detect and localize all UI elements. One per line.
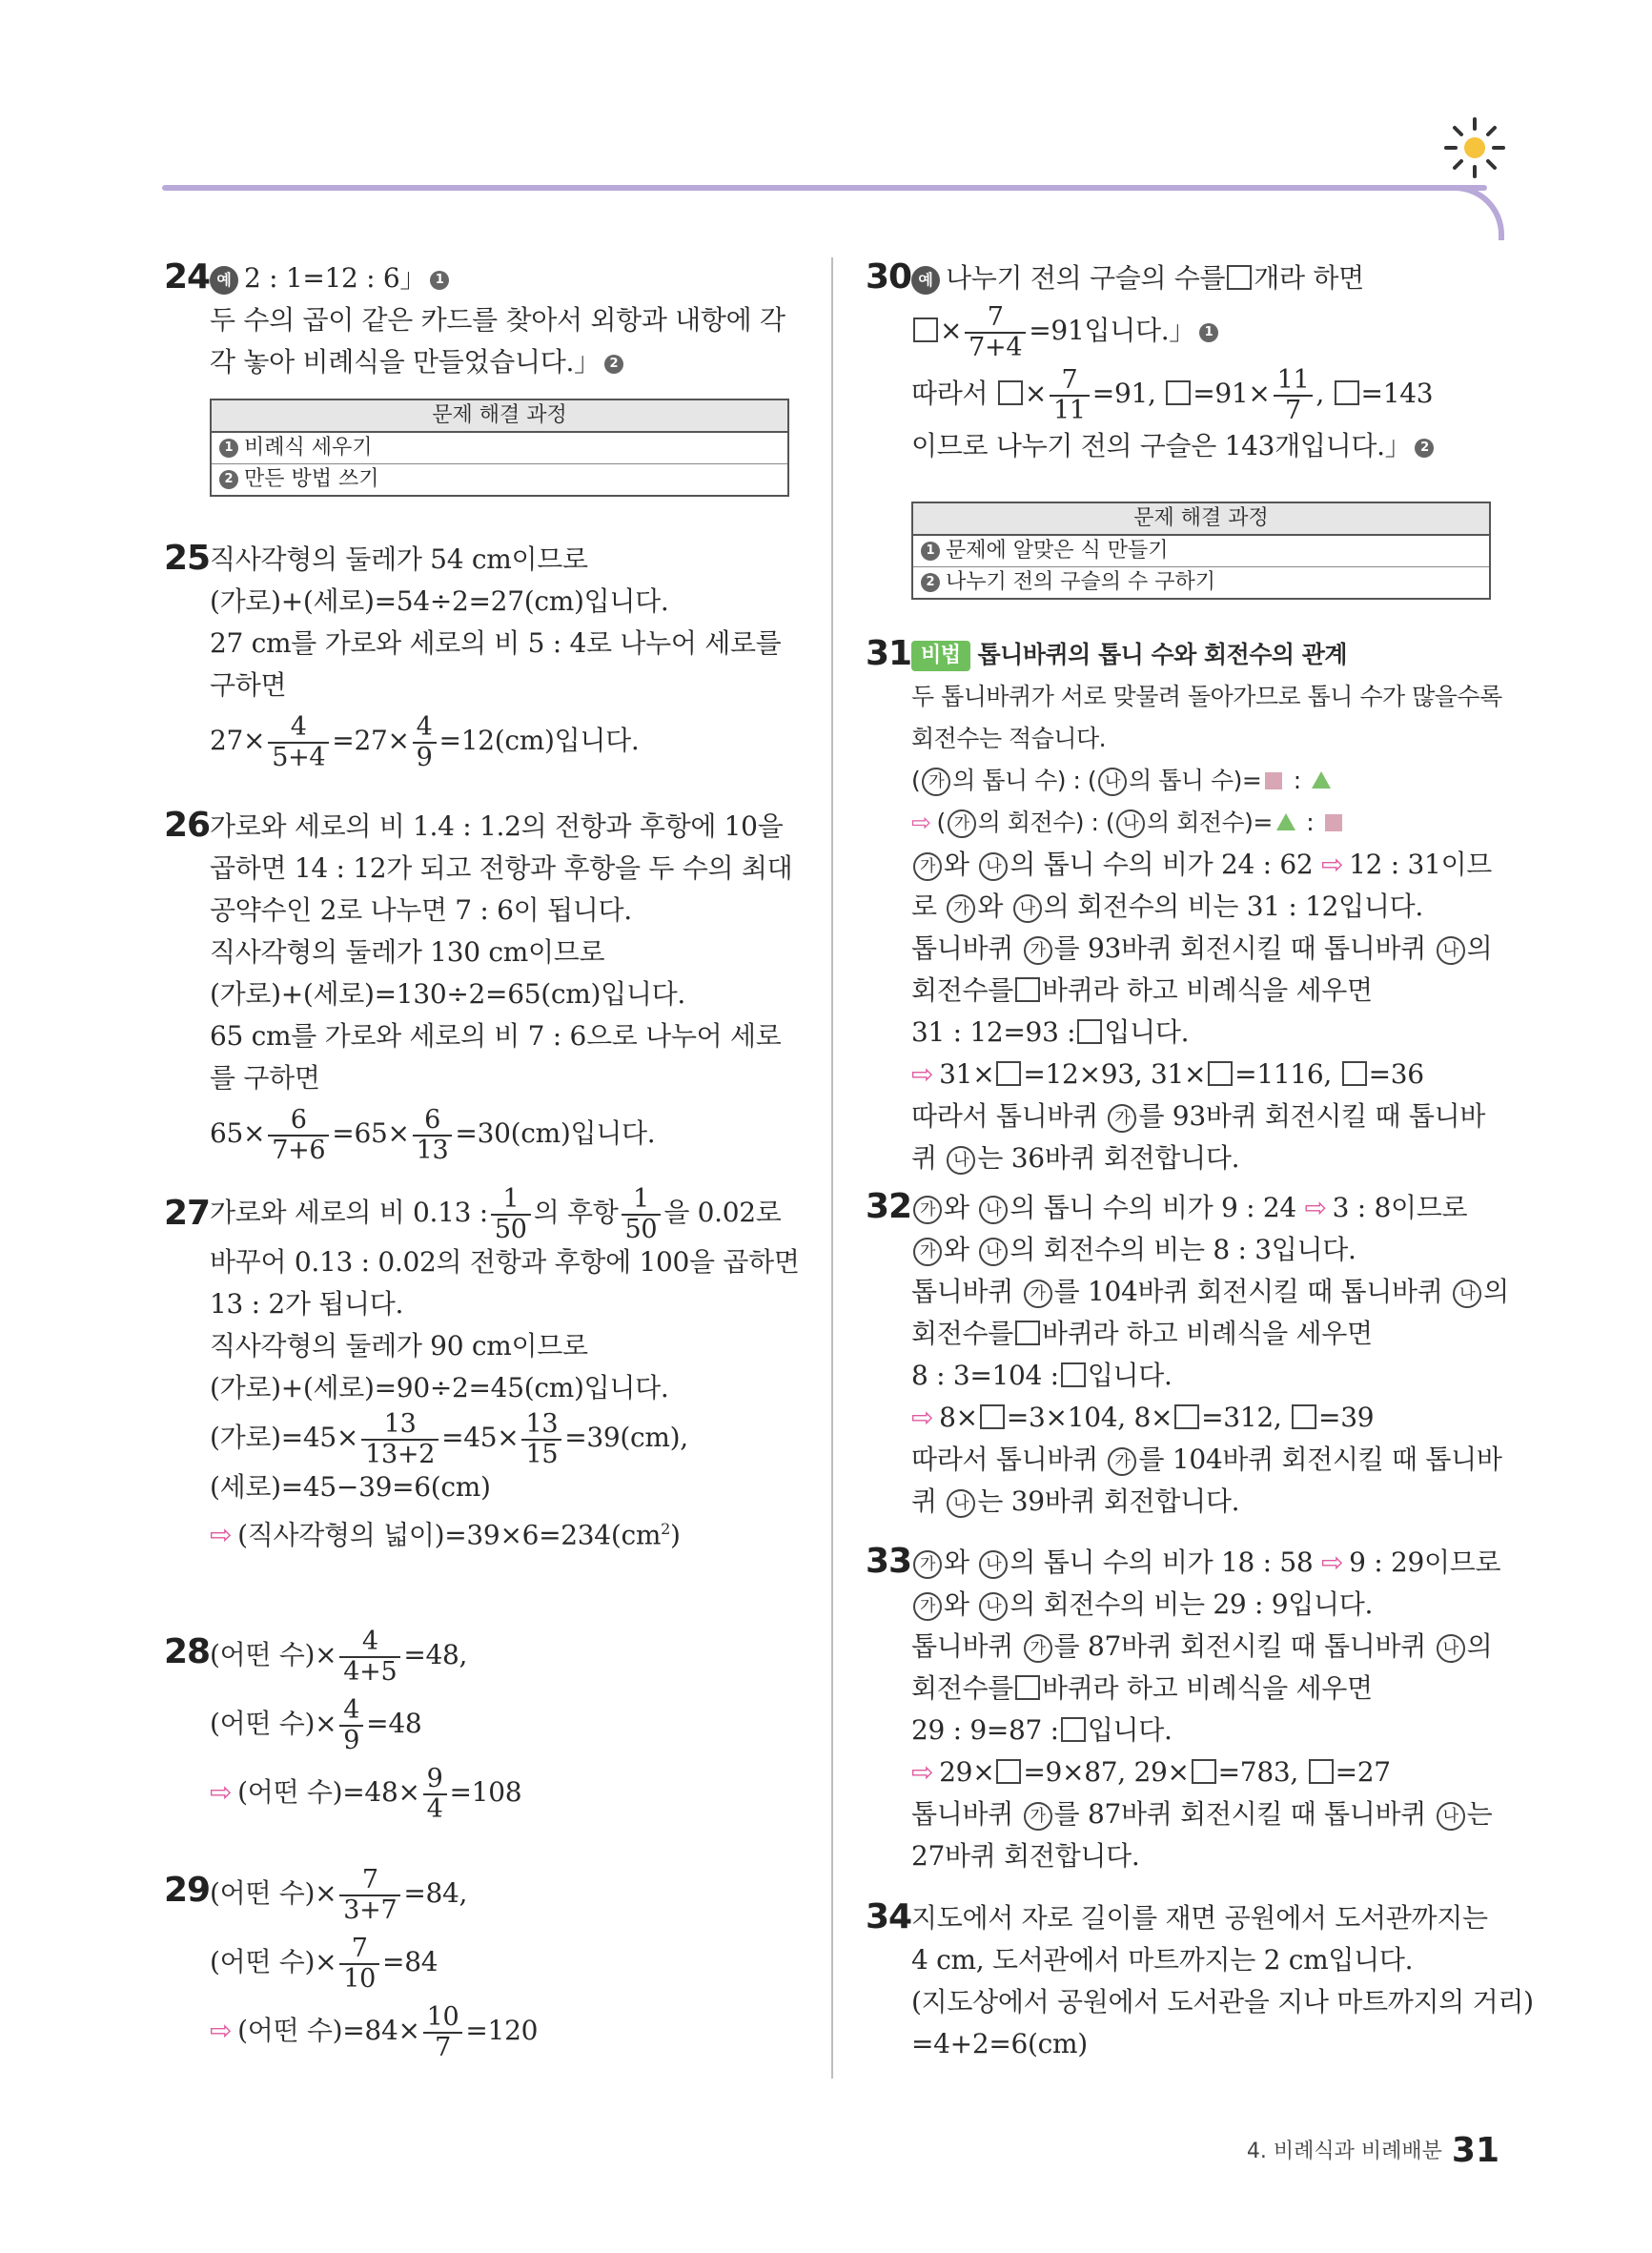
blank-box [996, 1061, 1021, 1086]
arrow-icon: ⇨ [1321, 849, 1344, 880]
answer-text: 두 수의 곱이 같은 카드를 찾아서 외항과 내항에 각 [210, 304, 785, 336]
answer-text: 직사각형의 둘레가 54 cm이므로 [210, 543, 588, 575]
answer-text: 직사각형의 둘레가 90 cm이므로 [210, 1330, 588, 1362]
step-1-icon: 1 [1199, 323, 1218, 342]
answer-text: 27바퀴 회전합니다. [911, 1840, 1140, 1872]
step-2-icon: 2 [921, 573, 940, 592]
circled-na: 나 [979, 1550, 1008, 1579]
tip-title: 톱니바퀴의 톱니 수와 회전수의 관계 [977, 641, 1348, 668]
formula-line: 따라서 × $\frac{7}{11}$ =91, =91× $\frac{11}{7}$ , =143 [911, 364, 1434, 425]
answer-text: =4+2=6(cm) [911, 2028, 1088, 2059]
step-1-icon: 1 [219, 439, 238, 458]
circled-ga: 가 [913, 1238, 942, 1266]
formula-line: ⇨ (어떤 수)=48× $\frac{9}{4}$ =108 [210, 1763, 522, 1824]
circled-na: 나 [947, 1489, 975, 1518]
solution-process-table [911, 502, 1491, 600]
answer-text: 각 놓아 비례식을 만들었습니다.」 [210, 346, 601, 378]
blank-box [1342, 1061, 1367, 1086]
header-rule [162, 185, 1487, 191]
circled-ga: 가 [913, 852, 942, 881]
answer-text: 65 cm를 가로와 세로의 비 7 : 6으로 나누어 세로 [210, 1020, 782, 1052]
answer-text: 4 cm, 도서관에서 마트까지는 2 cm입니다. [911, 1944, 1414, 1976]
circled-ga: 가 [947, 894, 975, 923]
table-row: 나누기 전의 구슬의 수 구하기 [946, 570, 1215, 594]
blank-box [996, 1759, 1021, 1784]
answer-text: 13 : 2가 됩니다. [210, 1288, 404, 1320]
formula-line: ⇨ (어떤 수)=84× $\frac{10}{7}$ =120 [210, 2001, 539, 2062]
circled-na: 나 [979, 852, 1008, 881]
blank-box [1166, 380, 1191, 405]
blank-box [1335, 380, 1359, 405]
circled-na: 나 [979, 1592, 1008, 1621]
arrow-icon: ⇨ [210, 1776, 233, 1808]
answer-text: (가로)+(세로)=130÷2=65(cm)입니다. [210, 978, 685, 1010]
blank-box [1292, 1404, 1316, 1429]
blank-box [1015, 977, 1040, 1002]
blank-box [1309, 1759, 1334, 1784]
answer-text: 를 구하면 [210, 1062, 320, 1094]
answer-text: 구하면 [210, 669, 287, 701]
answer-text: (가로)+(세로)=90÷2=45(cm)입니다. [210, 1372, 669, 1403]
tip-badge: 비법 [911, 641, 970, 671]
arrow-icon: ⇨ [911, 1756, 934, 1788]
answer-line: ⇨ (직사각형의 넓이)$=39\times 6=234(cm^2)$ [210, 1519, 681, 1551]
answer-text: 지도에서 자로 길이를 재면 공원에서 도서관까지는 [911, 1902, 1488, 1934]
problem-number: 24 [164, 257, 211, 297]
page-footer [1247, 2131, 1499, 2170]
circled-ga: 가 [922, 768, 950, 796]
circled-na: 나 [1437, 1634, 1465, 1663]
circled-na: 나 [1098, 768, 1127, 796]
circled-ga: 가 [1108, 1447, 1136, 1476]
circled-ga: 가 [913, 1592, 942, 1621]
circled-ga: 가 [1108, 1104, 1136, 1133]
blank-box [998, 380, 1023, 405]
answer-text: 가로와 세로의 비 1.4 : 1.2의 전항과 후항에 10을 [210, 810, 784, 842]
formula-line: (어떤 수)× $\frac{4}{9}$ =48 [210, 1694, 422, 1755]
problem-number: 29 [164, 1871, 211, 1910]
table-title: 문제 해결 과정 [913, 503, 1489, 536]
blank-box [980, 1404, 1005, 1429]
example-badge: 예 [210, 266, 238, 295]
blank-box [1077, 1019, 1102, 1044]
step-1-icon: 1 [430, 271, 449, 290]
answer-text: 바꾸어 0.13 : 0.02의 전항과 후항에 100을 곱하면 [210, 1246, 800, 1278]
arrow-icon: ⇨ [911, 1058, 934, 1090]
table-row: 문제에 알맞은 식 만들기 [946, 539, 1169, 563]
problem-number: 34 [866, 1897, 912, 1936]
tip-text: 두 톱니바퀴가 서로 맞물려 돌아가므로 톱니 수가 많을수록 [911, 683, 1502, 710]
circled-ga: 가 [913, 1550, 942, 1579]
blank-box [1015, 1675, 1040, 1700]
blank-box [1208, 1061, 1233, 1086]
formula-line: 가로와 세로의 비 0.13 : $\frac{1}{50}$ 의 후항 $\frac{1}{50}$ 을 0.02로 [210, 1183, 782, 1244]
circled-na: 나 [979, 1238, 1008, 1266]
answer-text: 곱하면 14 : 12가 되고 전항과 후항을 두 수의 최대 [210, 852, 793, 884]
formula-line: (가로)=45× $\frac{13}{13+2}$ =45× $\frac{13}{15}$ =39(cm), [210, 1408, 688, 1469]
problem-number: 26 [164, 806, 211, 845]
blank-box [1061, 1362, 1086, 1387]
circled-na: 나 [1013, 894, 1042, 923]
circled-na: 나 [1437, 936, 1465, 965]
blank-box [1227, 265, 1252, 290]
step-2-icon: 2 [604, 355, 623, 374]
circled-na: 나 [947, 1146, 975, 1175]
arrow-icon: ⇨ [1321, 1546, 1344, 1578]
circled-ga: 가 [913, 1196, 942, 1224]
example-badge: 예 [911, 266, 940, 295]
formula-line: 27× $\frac{4}{5+4}$ =27× $\frac{4}{9}$ =12(cm)입니다. [210, 711, 640, 772]
answer-text: (세로)=45−39=6(cm) [210, 1471, 491, 1503]
solution-process-table [210, 399, 789, 497]
formula-line: 65× $\frac{6}{7+6}$ =65× $\frac{6}{13}$ =30(cm)입니다. [210, 1104, 656, 1165]
sun-icon [1441, 114, 1508, 181]
step-2-icon: 2 [1415, 439, 1434, 458]
arrow-icon: ⇨ [210, 1519, 233, 1551]
column-divider [831, 257, 833, 2079]
arrow-icon: ⇨ [911, 1402, 934, 1433]
problem-number: 33 [866, 1542, 912, 1581]
arrow-icon: ⇨ [1304, 1192, 1327, 1223]
triangle-symbol [1276, 813, 1295, 830]
circled-ga: 가 [948, 809, 976, 838]
blank-box [913, 317, 938, 342]
chapter-label: 4. 비례식과 비례배분 [1246, 2140, 1442, 2163]
step-2-icon: 2 [219, 470, 238, 489]
answer-text: 직사각형의 둘레가 130 cm이므로 [210, 936, 605, 968]
table-title: 문제 해결 과정 [212, 400, 787, 433]
circled-na: 나 [979, 1196, 1008, 1224]
square-symbol [1265, 772, 1282, 789]
tip-text: 회전수는 적습니다. [911, 725, 1107, 752]
circled-ga: 가 [1024, 1802, 1052, 1831]
table-row: 만든 방법 쓰기 [244, 467, 379, 491]
circled-na: 나 [1116, 809, 1145, 838]
circled-ga: 가 [1024, 1280, 1052, 1308]
circled-ga: 가 [1024, 936, 1052, 965]
problem-number: 25 [164, 539, 211, 578]
page-number: 31 [1451, 2131, 1499, 2170]
circled-na: 나 [1453, 1280, 1481, 1308]
formula-line: (어떤 수)× $\frac{7}{3+7}$ =84, [210, 1864, 468, 1925]
triangle-symbol [1312, 771, 1331, 789]
arrow-icon: ⇨ [911, 809, 931, 836]
blank-box [1192, 1759, 1216, 1784]
problem-number: 32 [866, 1187, 912, 1226]
problem-number: 31 [866, 634, 912, 673]
circled-na: 나 [1437, 1802, 1465, 1831]
blank-box [1174, 1404, 1199, 1429]
answer-text: 27 cm를 가로와 세로의 비 5 : 4로 나누어 세로를 [210, 627, 782, 659]
formula-line: × $\frac{7}{7+4}$ =91입니다.」 1 [911, 299, 1504, 362]
answer-text: (지도상에서 공원에서 도서관을 지나 마트까지의 거리) [911, 1986, 1534, 2017]
blank-box [1015, 1321, 1040, 1345]
formula-line: (어떤 수)× $\frac{4}{4+5}$ =48, [210, 1626, 468, 1687]
problem-number: 28 [164, 1632, 211, 1671]
circled-ga: 가 [1024, 1634, 1052, 1663]
header-rule-curve [1430, 185, 1504, 240]
table-row: 비례식 세우기 [244, 436, 373, 460]
formula-line: (어떤 수)× $\frac{7}{10}$ =84 [210, 1933, 438, 1994]
square-symbol [1325, 814, 1342, 831]
problem-number: 30 [866, 257, 912, 297]
problem-number: 27 [164, 1194, 211, 1233]
answer-text: (가로)+(세로)=54÷2=27(cm)입니다. [210, 585, 669, 617]
answer-text: 이므로 나누기 전의 구슬은 143개입니다.」 [911, 430, 1412, 461]
answer-text: 2 : 1=12 : 6」 [244, 262, 427, 294]
answer-text: 공약수인 2로 나누면 7 : 6이 됩니다. [210, 894, 632, 926]
step-1-icon: 1 [921, 542, 940, 561]
arrow-icon: ⇨ [210, 2015, 233, 2046]
blank-box [1061, 1717, 1086, 1742]
